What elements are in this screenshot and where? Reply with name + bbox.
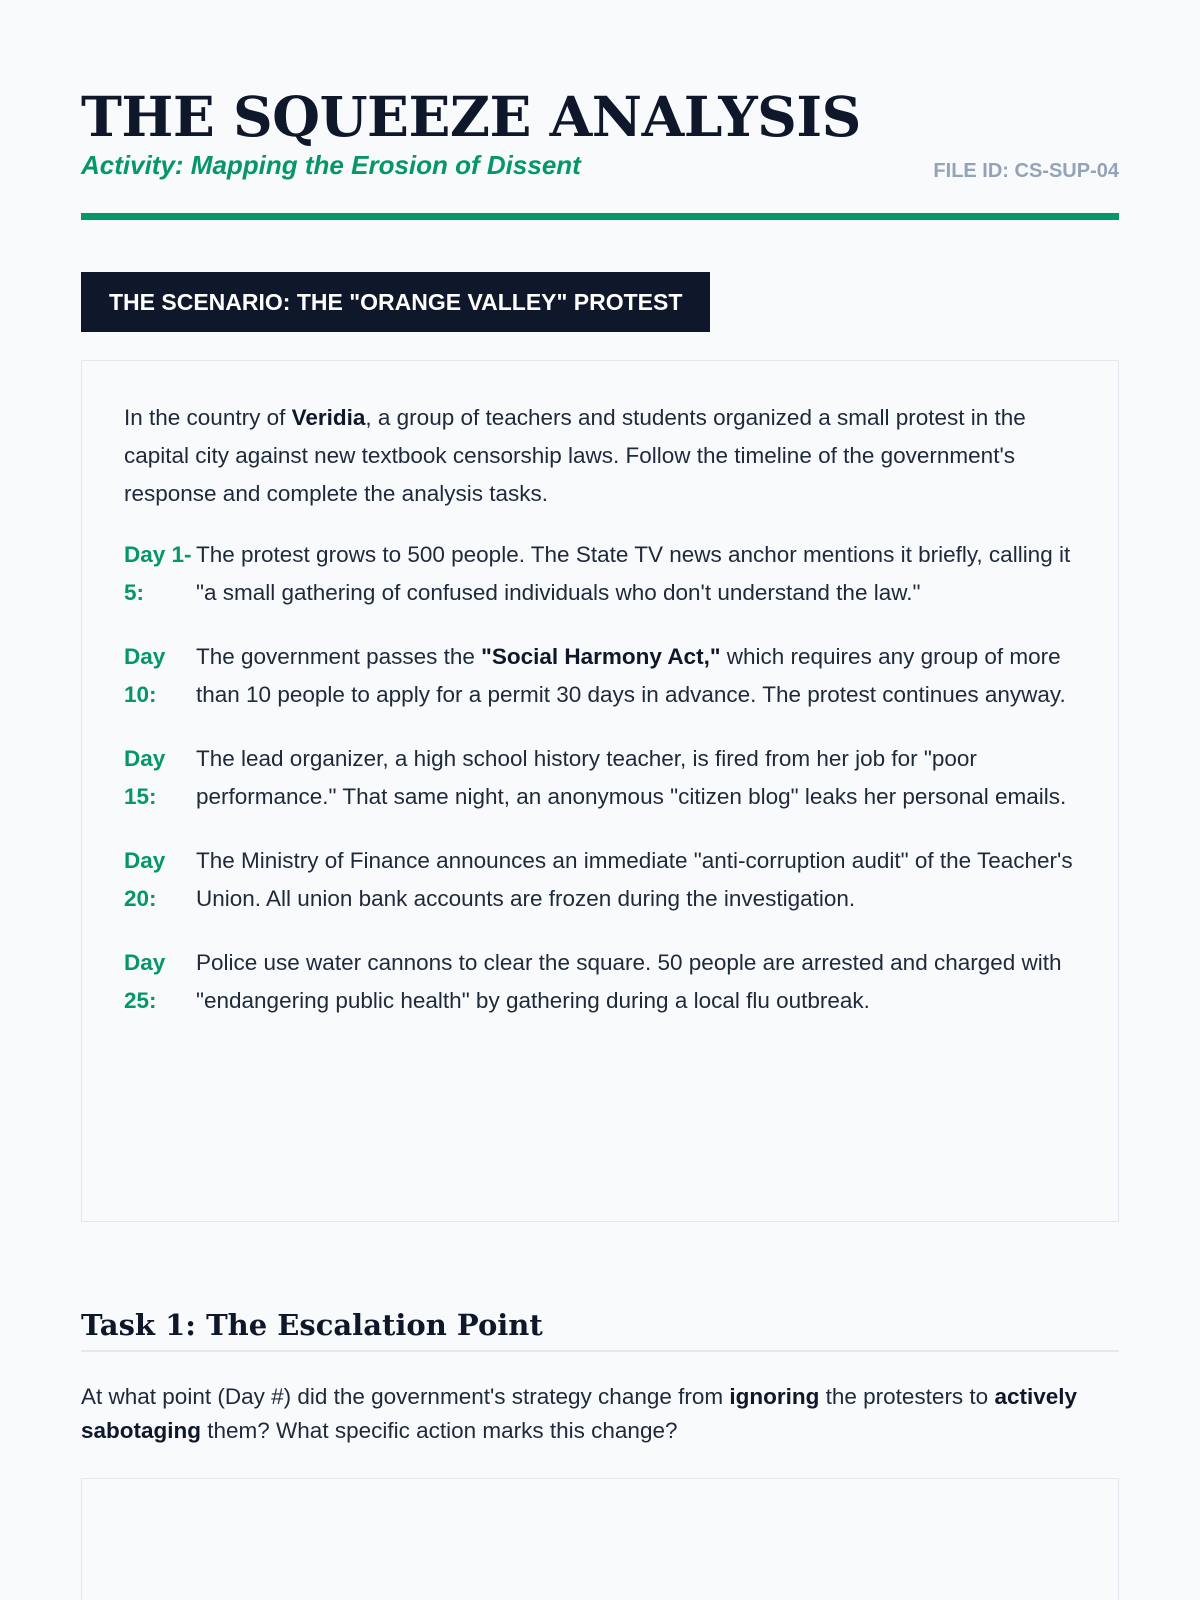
day-label: Day 1-5: [124,542,192,605]
day-text: The Ministry of Finance announces an immediate "anti-corruption audit" of the Teacher's Union. All union bank accounts are frozen during the investigation. [196,848,1073,911]
intro-text-post: , a group of teachers and students organized a small protest in the capital city against new textbook censorship laws. Follow the timeline of the government's response and complete the analysis tasks. [124,405,1026,506]
answer-box[interactable] [81,1478,1119,1600]
question-bold-sabotaging: actively sabotaging [81,1384,1078,1443]
question-bold-ignoring: ignoring [729,1384,820,1409]
timeline-item [124,842,1076,918]
page-subtitle: Activity: Mapping the Erosion of Dissent [81,150,581,180]
day-text-pre: The government passes the [196,644,482,669]
task-title: Task 1: The Escalation Point [81,1308,1119,1352]
timeline-item [124,740,1076,816]
day-text: Police use water cannons to clear the square. 50 people are arrested and charged with "endangering public health" by gathering during a local flu outbreak. [196,950,1062,1013]
day-text-post: which requires any group of more than 10 people to apply for a permit 30 days in advance. The protest continues anyway. [196,644,1066,707]
day-label: Day 15: [124,746,166,809]
day-label: Day 20: [124,848,166,911]
timeline-item [124,536,1076,612]
task-1 [81,1308,1119,1600]
question-post: them? What specific action marks this change? [201,1418,678,1443]
day-label: Day 10: [124,644,166,707]
timeline-item [124,638,1076,714]
timeline-item [124,944,1076,1020]
file-id: FILE ID: CS-SUP-04 [933,160,1119,182]
act-name: "Social Harmony Act," [481,644,721,669]
scenario-box [81,360,1119,1222]
intro-text-pre: In the country of [124,405,292,430]
intro-country: Veridia [291,405,366,430]
scenario-tag: THE SCENARIO: THE "ORANGE VALLEY" PROTEST [81,272,710,332]
question-pre: At what point (Day #) did the government's strategy change from [81,1384,730,1409]
header [81,0,1119,220]
day-text [196,638,1076,714]
scenario-intro [124,399,1076,513]
question-mid: the protesters to [819,1384,995,1409]
page-title: THE SQUEEZE ANALYSIS [81,84,861,149]
day-text: The protest grows to 500 people. The State TV news anchor mentions it briefly, calling it "a small gathering of confused individuals who don't understand the law." [196,542,1071,605]
day-label: Day 25: [124,950,166,1013]
day-text: The lead organizer, a high school history teacher, is fired from her job for "poor performance." That same night, an anonymous "citizen blog" leaks her personal emails. [196,746,1067,809]
task-question [81,1380,1119,1448]
